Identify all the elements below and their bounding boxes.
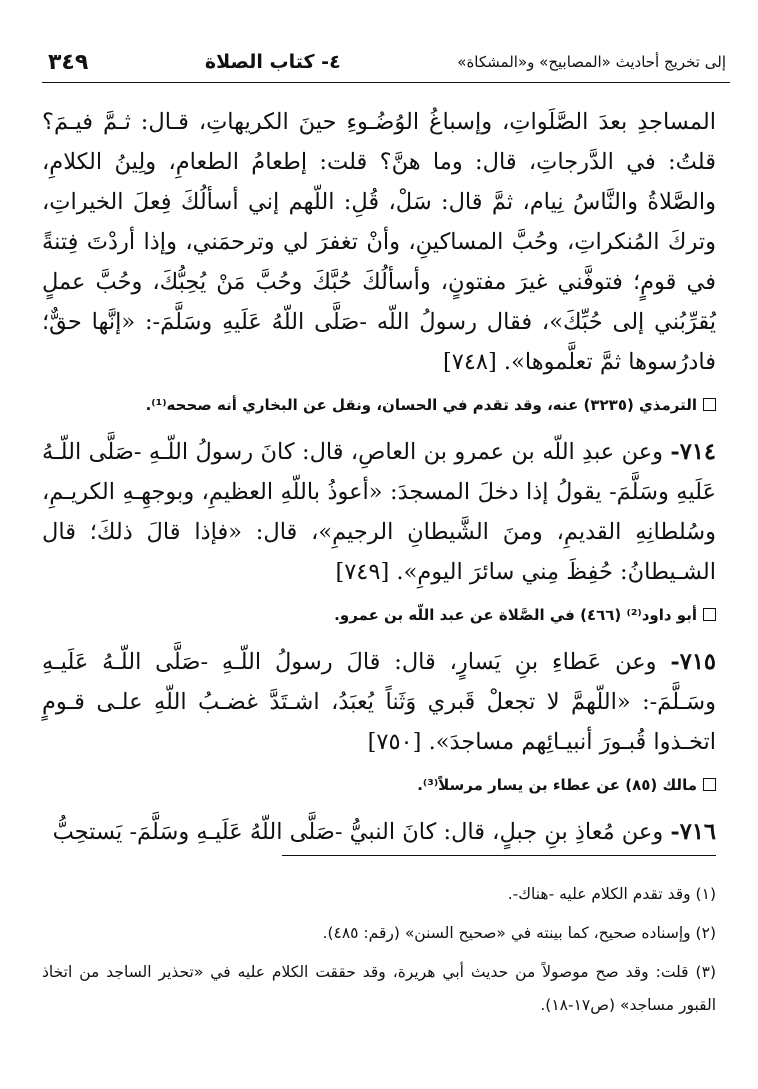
- hadith-number: ٧١٦-: [670, 819, 716, 845]
- hadith-714: [42, 432, 716, 592]
- page-number: ٣٤٩: [48, 49, 89, 75]
- header-divider: [42, 82, 730, 83]
- square-bullet-icon: [703, 398, 716, 411]
- hadith-713-continuation: المساجدِ بعدَ الصَّلَواتِ، وإسباغُ الوُضُـوءِ حينَ الكريهاتِ، قـال: ثـمَّ فيـمَ؟ قلتُ: في الدَّرجاتِ، قال: وما هنَّ؟ قلت: إطعامُ الطعامِ، ولِينُ الكلامِ، والصَّلاةُ والنَّاسُ نِيام، ثمَّ قال: سَلْ، قُلِ: اللّهم إني أسألُكَ فِعلَ الخيراتِ، وتركَ المُنكراتِ، وحُبَّ المساكينِ، وأنْ تغفرَ لي وترحمَني، وإذا أردْتَ فِتنةً في قومٍ؛ فتوفَّني غيرَ مفتونٍ، وأسألُكَ حُبَّكَ وحُبَّ مَنْ يُحِبُّكَ، وحُبَّ عملٍ يُقرِّبُني إلى حُبِّكَ»، فقال رسولُ اللّه -صَلَّى اللّهُ عَلَيهِ وسَلَّمَ-: «إنَّها حقٌّ؛ فادرُسوها ثمَّ تعلَّموها». [٧٤٨]: [42, 109, 716, 375]
- hadith-716: [42, 812, 716, 852]
- footnote-3: (٣) قلت: وقد صح موصولاً من حديث أبي هريرة، وقد حققت الكلام عليه في «تحذير الساجد من اتخاذ القبور مساجد» (ص١٧-١٨).: [42, 963, 716, 1014]
- footnote-2: (٢) وإسناده صحيح، كما بينته في «صحيح السنن» (رقم: ٤٨٥).: [322, 924, 716, 942]
- source-714: [42, 602, 716, 628]
- square-bullet-icon: [703, 608, 716, 621]
- source-text: أبو داود⁽²⁾ (٤٦٦) في الصَّلاة عن عبد اللّه بن عمرو.: [334, 606, 697, 624]
- hadith-text: وعن مُعاذِ بنِ جبلٍ، قال: كانَ النبيُّ -صَلَّى اللّهُ عَلَيـهِ وسَلَّمَ- يَستحِبُّ: [52, 819, 664, 845]
- source-715: [42, 772, 716, 798]
- main-text: [42, 102, 716, 852]
- footnote-divider: [282, 855, 716, 856]
- hadith-number: ٧١٥-: [670, 649, 716, 675]
- source-text: الترمذي (٣٢٣٥) عنه، وقد تقدم في الحسان، ونقل عن البخاري أنه صححه⁽¹⁾.: [145, 396, 697, 414]
- hadith-text: وعن عَطاءِ بنِ يَسارٍ، قال: قالَ رسولُ اللّـهِ -صَلَّى اللّـهُ عَلَيـهِ وسَـلَّمَ-: «اللّهمَّ لا تجعلْ قَبري وَثَناً يُعبَدُ، اشـتَدَّ غضـبُ اللّهِ علـى قـومٍ اتخـذوا قُبـورَ أنبيـائِهم مساجدَ». [٧٥٠]: [42, 649, 716, 755]
- chapter-title: ٤- كتاب الصلاة: [204, 51, 341, 73]
- hadith-text: وعن عبدِ اللّه بن عمرو بن العاصِ، قال: كانَ رسولُ اللّـهِ -صَلَّى اللّـهُ عَلَيهِ وسَلَّمَ- يقولُ إذا دخلَ المسجدَ: «أعوذُ باللّهِ العظيمِ، وبوجهِـهِ الكريـمِ، وسُلطانِهِ القديمِ، ومنَ الشَّيطانِ الرجيمِ»، قال: «فإذا قالَ ذلكَ؛ قال الشـيطانُ: حُفِظَ مِني سائرَ اليومِ». [٧٤٩]: [42, 439, 716, 585]
- source-713: [42, 392, 716, 418]
- book-title: إلى تخريج أحاديث «المصابيح» و«المشكاة»: [457, 53, 726, 71]
- hadith-715: [42, 642, 716, 762]
- square-bullet-icon: [703, 778, 716, 791]
- source-text: مالك (٨٥) عن عطاء بن يسار مرسلاً⁽³⁾.: [417, 776, 697, 794]
- running-header: [48, 44, 726, 80]
- hadith-number: ٧١٤-: [670, 439, 717, 465]
- footnote-1: (١) وقد تقدم الكلام عليه -هناك-.: [507, 885, 716, 903]
- footnotes: [42, 878, 716, 1028]
